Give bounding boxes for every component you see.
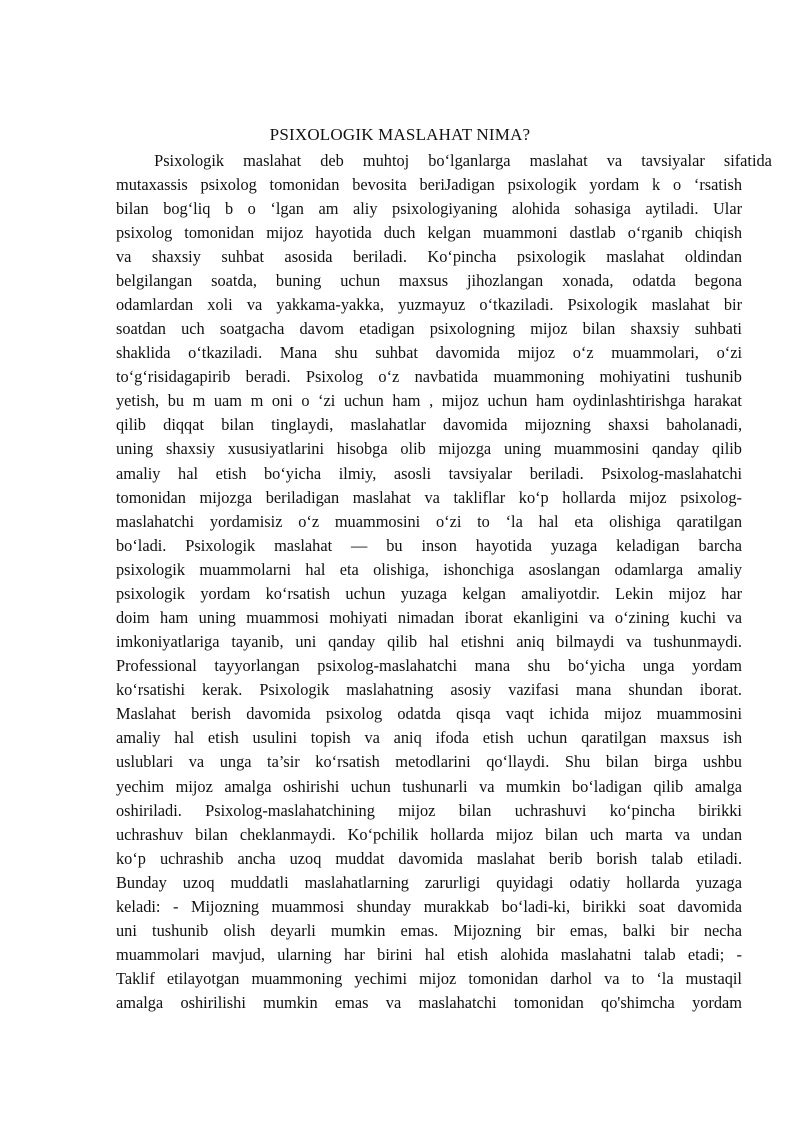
text-line: belgilangan soatda, buning uchun maxsus jihozlangan xonada, odatda begona [116,270,742,290]
text-line: bilan bog‘liq b o ‘lgan am aliy psixologiyaning alohida sohasiga aytiladi. Ular [116,198,743,218]
text-line: qilib diqqat bilan tinglaydi, maslahatlar davomida mijozning shaxsi baholanadi, [116,415,743,435]
body-paragraph [116,149,772,1016]
text-line: psixologik muammolarni hal eta olishiga, ishonchiga asoslangan odamlarga amaliy [116,559,742,579]
text-line: keladi: - Mijozning muammosi shunday murakkab bo‘ladi-ki, birikki soat davomida [116,896,743,916]
text-line: amaliy hal etish usulini topish va aniq ifoda etish uchun qaratilgan maxsus ish [116,728,742,748]
text-line: mutaxassis psixolog tomonidan bevosita beriJadigan psixologik yordam k o ‘rsatish [116,174,743,194]
text-line: ko‘rsatishi kerak. Psixologik maslahatning asosiy vazifasi mana shundan iborat. [116,680,743,700]
text-line: uchrashuv bilan cheklanmaydi. Ko‘pchilik hollarda mijoz bilan uch marta va undan [116,824,742,844]
text-line: yetish, bu m uam m oni o ‘zi uchun ham , mijoz uchun ham oydinlashtirishga harakat [116,391,742,411]
text-line: uning shaxsiy xususiyatlarini hisobga olib mijozga uning muammosini qanday qilib [116,439,742,459]
text-line: to‘g‘risidagapirib beradi. Psixolog o‘z navbatida muammoning mohiyatini tushunib [116,367,742,387]
text-line: soatdan uch soatgacha davom etadigan psixologning mijoz bilan shaxsiy suhbati [116,319,742,339]
text-line: shaklida o‘tkaziladi. Mana shu suhbat davomida mijoz o‘z muammolari, o‘zi [116,343,743,363]
text-line: va shaxsiy suhbat asosida beriladi. Ko‘pincha psixologik maslahat oldindan [116,246,743,266]
text-line: psixolog tomonidan mijoz hayotida duch kelgan muammoni dastlab o‘rganib chiqish [116,222,743,242]
text-line: tomonidan mijozga beriladigan maslahat va takliflar ko‘p hollarda mijoz psixolog- [116,487,742,507]
page-title: PSIXOLOGIK MASLAHAT NIMA? [269,125,531,144]
text-line: uni tushunib olish deyarli mumkin emas. Mijozning bir emas, balki bir necha [116,921,742,940]
text-line: psixologik yordam ko‘rsatish uchun yuzaga kelgan amaliyotdir. Lekin mijoz har [116,583,743,603]
text-line: bo‘ladi. Psixologik maslahat — bu inson hayotida yuzaga keladigan barcha [116,535,743,555]
text-line: muammolari mavjud, ularning har birini hal etish alohida maslahatni talab etadi; - [116,945,742,965]
text-line: ko‘p uchrashib ancha uzoq muddat davomida maslahat berib borish talab etiladi. [116,848,743,868]
text-line: oshiriladi. Psixolog-maslahatchining mijoz bilan uchrashuvi ko‘pincha birikki [116,800,742,820]
text-line: maslahatchi yordamisiz o‘z muammosini o‘zi to ‘la hal eta olishiga qaratilgan [116,511,743,531]
text-line: odamlardan xoli va yakkama-yakka, yuzmayuz o‘tkaziladi. Psixologik maslahat bir [116,294,743,314]
text-line: amaliy hal etish bo‘yicha ilmiy, asosli tavsiyalar beriladi. Psixolog-maslahatchi [116,463,743,483]
text-line: doim ham uning muammosi mohiyati nimadan iborat ekanligini va o‘zining kuchi va [116,607,742,627]
text-line: imkoniyatlariga tayanib, uni qanday qilib hal etishni aniq bilmaydi va tushunmaydi. [116,632,743,652]
text-line: Professional tayyorlangan psixolog-maslahatchi mana shu bo‘yicha unga yordam [116,656,742,676]
text-line: Bunday uzoq muddatli maslahatlarning zarurligi quyidagi odatiy hollarda yuzaga [116,872,742,892]
text-line: Maslahat berish davomida psixolog odatda qisqa vaqt ichida mijoz muammosini [116,704,742,724]
text-line: Taklif etilayotgan muammoning yechimi mijoz tomonidan darhol va to ‘la mustaqil [116,969,742,989]
text-line: uslublari va unga ta’sir ko‘rsatish metodlarini qo‘llaydi. Shu bilan birga ushbu [116,752,742,772]
text-line: Psixologik maslahat deb muhtoj bo‘lganlarga maslahat va tavsiyalar sifatida [116,150,772,170]
text-line: yechim mijoz amalga oshirishi uchun tushunarli va mumkin bo‘ladigan qilib amalga [116,776,743,796]
text-line: amalga oshirilishi mumkin emas va maslahatchi tomonidan qo'shimcha yordam [116,993,742,1013]
